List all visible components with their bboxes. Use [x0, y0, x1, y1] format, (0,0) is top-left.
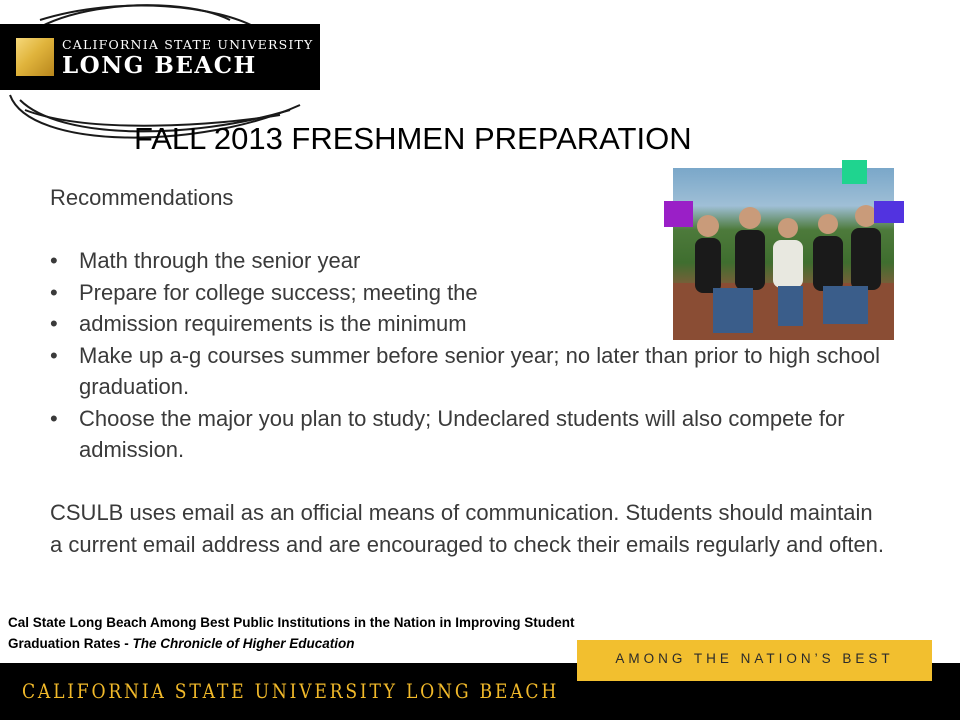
bullet-item: • Prepare for college success; meeting the [50, 277, 890, 309]
caption-source: The Chronicle of Higher Education [132, 636, 355, 651]
bullet-item: • Math through the senior year [50, 245, 890, 277]
decor-square-blue [874, 201, 904, 223]
bullet-continuation-text: admission requirements is the minimum [79, 311, 467, 336]
nations-best-banner [577, 640, 932, 681]
university-logo[interactable] [0, 24, 320, 90]
closing-paragraph: CSULB uses email as an official means of communication. Students should maintain a current email address and are encouraged to check their emails regularly and often. [50, 500, 885, 557]
footer-university-name: CALIFORNIA STATE UNIVERSITY LONG BEACH [22, 679, 560, 703]
logo-line-2: LONG BEACH [62, 52, 257, 79]
logo-mark-icon [16, 38, 54, 76]
decor-square-purple [664, 201, 693, 227]
students-photo-illustration [673, 168, 894, 340]
news-caption [8, 612, 578, 654]
slide-title: FALL 2013 FRESHMEN PREPARATION [134, 121, 692, 156]
bullet-item: • Make up a-g courses summer before senior year; no later than prior to high school graduation. [50, 340, 890, 403]
logo-line-1: CALIFORNIA STATE UNIVERSITY [62, 37, 314, 52]
students-photo [673, 168, 894, 340]
section-heading: Recommendations [50, 185, 234, 210]
bullet-item: • Choose the major you plan to study; Undeclared students will also compete for admission. [50, 403, 890, 466]
nations-best-text: AMONG THE NATION’S BEST [615, 651, 894, 666]
caption-text: Cal State Long Beach Among Best Public Institutions in the Nation in Improving Student Graduation Rates - [8, 615, 575, 651]
decor-square-green [842, 160, 867, 184]
